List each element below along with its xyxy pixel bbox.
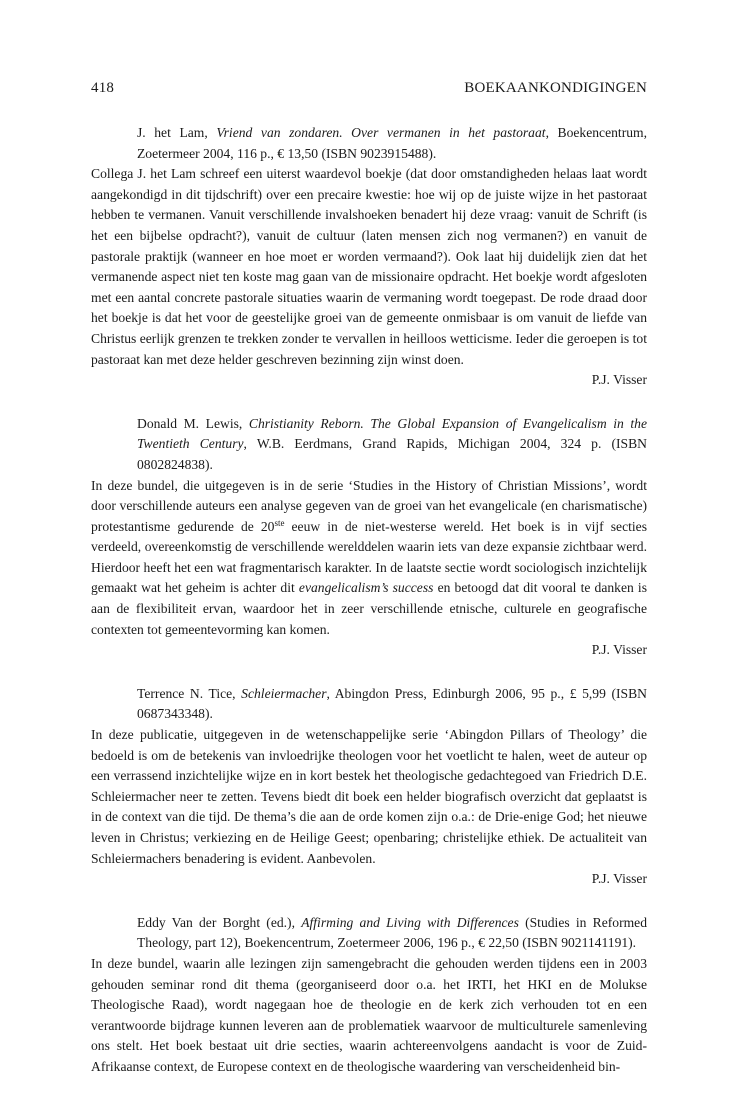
citation-title: Vriend van zondaren. Over vermanen in het pastoraat — [216, 125, 546, 140]
citation — [91, 684, 647, 725]
citation-author: Eddy Van der Borght (ed.), — [137, 914, 302, 930]
body-part: eeuw in de niet-westerse wereld. Het boek is in vijf secties verdeeld, overeenkomstig de verschillende werelddelen waarin iets van deze expansie zichtbaar werd. Hierdoor heeft het een wat fragmentarisch karakter. In de laatste sectie wordt sociologisch inzichtelijk gemaakt wat het geheim is achter dit — [91, 518, 647, 596]
running-header — [91, 78, 647, 98]
reviewer-name: P.J. Visser — [591, 372, 647, 388]
review-body: Collega J. het Lam schreef een uiterst waardevol boekje (dat door omstandigheden helaas laat wordt aangekondigd in dit tijdschrift) over een precaire kwestie: hoe wij op de juiste wijze in het pastoraat hebben te vermanen. Vanuit verschillende invalshoeken benadert hij deze vraag: vanuit de Schrift (is het een bijbelse opdracht?), vanuit de cultuur (laten mensen zich nog vermanen?) en vanuit de pastorale praktijk (wanneer en hoe moet er worden vermaand?). Ook laat hij duidelijk zien dat het vermanende aspect niet ten koste mag gaan van de missionaire opdracht. Het boekje wordt afgesloten met een aantal concrete pastorale situaties waarin de vermaning wordt toegepast. De rode draad door het boekje is dat het voor de geestelijke groei van de gemeente onmisbaar is om vanuit de liefde van Christus eerlijk grenzen te trekken zonder te vervallen in heilloos wetticisme. Ieder die geroepen is tot pastoraat kan met deze helder geschreven bezinning zijn winst doen. — [91, 166, 647, 367]
body-part: In deze bundel, die uitgegeven is in de serie ‘Studies in the History of Christian Missions’, wordt door verschillende auteurs een analyse gegeven van de groei van het evangelicale (en charismatische) protestantisme gedurende de 20 — [91, 477, 647, 534]
review-body: In deze bundel, waarin alle lezingen zijn samengebracht die gehouden werden tijdens een in 2003 gehouden seminar rond dit thema (georganiseerd door o.a. het IRTI, het HKI en de Molukse Theologische Raad), wordt nagegaan hoe de theologie en de kerk zich verhouden tot en een verantwoorde bijdrage kunnen leveren aan de problematiek waarvoor de multiculturele samenleving ons stelt. Het boek bestaat uit drie secties, waarin achtereenvolgens aandacht is voor de Zuid-Afrikaanse context, de Europese context en de theologische waardering van verscheidenheid bin- — [91, 955, 647, 1074]
reviewer-name: P.J. Visser — [591, 642, 647, 658]
page-number: 418 — [91, 80, 115, 96]
citation-details: (Studies in Reformed Theology, part 12), Boekencentrum, Zoetermeer 2006, 196 p., € 22,50 (ISBN 9021141191). — [137, 914, 647, 951]
citation-details: , Abingdon Press, Edinburgh 2006, 95 p., £ 5,99 (ISBN 0687343348). — [137, 685, 647, 722]
superscript-ordinal: ste — [274, 517, 285, 528]
body-part: en betoogd dat dit vooral te danken is aan de flexibiliteit ervan, waardoor het in zeer verschillende etnische, culturele en geografische contexten tot gemeentevorming kan komen. — [91, 580, 647, 637]
citation-details: , Boekencentrum, Zoetermeer 2004, 116 p., € 13,50 (ISBN 9023915488). — [137, 125, 647, 161]
citation-title: Christianity Reborn. The Global Expansion of Evangelicalism in the Twentieth Century — [137, 415, 647, 452]
review-van-der-borght — [91, 913, 647, 1078]
body-italic-term: evangelicalism’s success — [298, 580, 434, 596]
citation-title: Affirming and Living with Differences — [301, 914, 519, 930]
review-lewis — [91, 414, 647, 661]
citation-author: Terrence N. Tice, — [137, 685, 242, 701]
review-lam — [91, 123, 647, 391]
citation — [91, 414, 647, 476]
review-tice — [91, 684, 647, 890]
citation-details: , W.B. Eerdmans, Grand Rapids, Michigan 2004, 324 p. (ISBN 0802824838). — [137, 436, 647, 472]
review-body — [91, 476, 647, 641]
citation-author: Donald M. Lewis, — [137, 415, 249, 431]
citation-title: Schleiermacher — [241, 685, 327, 701]
page — [91, 78, 647, 1101]
reviewer-name: P.J. Visser — [591, 871, 647, 887]
citation-author: J. het Lam, — [137, 125, 217, 140]
section-title: BOEKAANKONDIGINGEN — [464, 80, 647, 96]
citation — [91, 913, 647, 954]
citation — [91, 123, 647, 164]
review-body: In deze publicatie, uitgegeven in de wetenschappelijke serie ‘Abingdon Pillars of Theology’ die bedoeld is om de betekenis van invloedrijke theologen voor het voetlicht te halen, weet de auteur op een verrassend inzichtelijke wijze en in kort bestek het theologische gedachtegoed van Friedrich D.E. Schleiermacher neer te zetten. Tevens biedt dit boek een helder biografisch overzicht dat geplaatst is in de context van die tijd. De thema’s die aan de orde komen zijn o.a.: de Drie-enige God; het nieuwe leven in Christus; verkiezing en de Heilige Geest; openbaring; christelijke ethiek. De actualiteit van Schleiermachers benadering is evident. Aanbevolen. — [91, 727, 647, 866]
